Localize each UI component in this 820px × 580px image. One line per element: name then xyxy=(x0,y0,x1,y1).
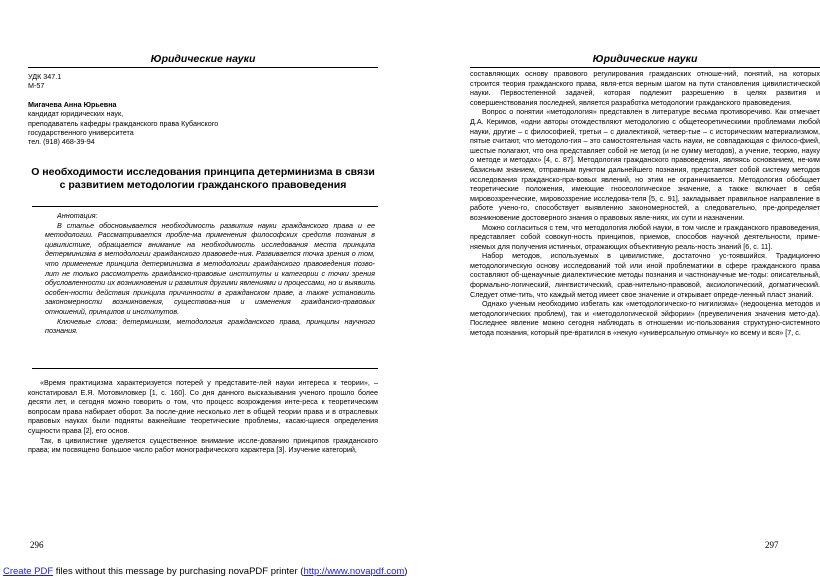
author-phone: тел. (918) 468-39-94 xyxy=(28,137,95,147)
keywords: Ключевые слова: детерминизм, методология гражданского права, принципы научного познания. xyxy=(45,316,375,336)
author-name: Мигачева Анна Юрьевна xyxy=(28,99,117,109)
author-university: государственного университета xyxy=(28,128,134,138)
page-number-left: 296 xyxy=(30,540,44,550)
footer-text-end: ) xyxy=(404,566,408,577)
pdf-footer xyxy=(3,566,407,577)
left-body xyxy=(28,378,378,455)
annotation-text: В статье обосновывается необходимость развития науки гражданского права и ее методологии. Рассматривается пробле-ма применения философских средств познания в цивилистике, обращается внимание на необходимость исследования места принципа детерминизма в методологии гражданского правоведе-ния. Развивается точка зрения о том, что применение принципа детерминизма в методологии гражданского правоведения позво-лит не только рассмотреть гражданско-правовые институты и категории с точки зрения обусловленности их возникновения и развития другими явлениями и процессами, но и выявить особен-ности действия принципа причинности в гражданском праве, а также установить закономерности возникновения, существова-ния и изменения гражданско-правовых отношений, принципов и институтов. xyxy=(45,220,375,316)
article-meta xyxy=(28,72,378,147)
footer-text: files without this message by purchasing novaPDF printer ( xyxy=(53,566,304,577)
page-number-right: 297 xyxy=(765,540,779,550)
udk: УДК 347.1 xyxy=(28,72,62,81)
create-pdf-link[interactable]: Create PDF xyxy=(3,566,54,577)
paragraph: Вопрос о понятии «методология» представлен в литературе весьма противоречиво. Как отмечает Д.А. Керимов, «одни авторы отождествляют методологию с общетеоретическими проблемами любой науки, другие – с философией, третьи – с диалектикой, четвер-тые – с историческим материализмом, пятые считают, что методоло-гия – это самостоятельная часть науки, не совпадающая с филосо-фией, шестые полагают, что она представляет собой не метод (и не сумму методов), а учение, теорию, науку о методе и методах» [4, с. 87]. Методология гражданского правоведения, являясь основанием, не-ким базисным знанием, отправным пунктом дальнейшего познания, представляет собой систему методов исследования гражданско-пра-вовых явлений, но этим не ограничивается. Методология обобщает теоретические положения, имеющие гносеологическое значение, а также включает в себя мировоззренческие, мировоззрение исследова-теля [5, с. 91], закладывает правильное направление в работе учено-го, способствует выявлению закономерностей, а следовательно, пре-допределяет возникновение достоверного знания о правовых явле-ниях, их сути и назначении. xyxy=(470,107,820,222)
paragraph: Так, в цивилистике уделяется существенное внимание иссле-дованию принципов гражданского права; им посвящено большое число работ монографического характера [3]. Изучение категорий, xyxy=(28,435,378,455)
paragraph: Набор методов, используемых в цивилистике, достаточно ус-тоявшийся. Традиционно методологическую основу исследований той или иной проблематики в сфере гражданского права составляют об-щенаучные диалектические методы познания и частнонаучные ме-тоды: описательный, формально-логический, лингвистический, срав-нительно-правовой, аксиологический, догматический. Следует отме-тить, что каждый метод имеет свое значение и открывает опреде-ленный пласт знаний. xyxy=(470,251,820,299)
article-title: О необходимости исследования принципа детерминизма в связи с развитием методологии гражданского правоведения xyxy=(31,166,375,191)
annotation-block xyxy=(45,211,375,336)
classification-code: М-57 xyxy=(28,81,45,91)
annotation-bottom-divider xyxy=(32,368,378,369)
right-body xyxy=(470,69,820,338)
paragraph: составляющих основу правового регулирования гражданских отноше-ний, понятий, на которых строится теория гражданского права, явля-ется верным шагом на пути становления цивилистической науки. Первостепенной задачей, которая подлежит разрешению в целях развития и совершенствования последней, является разработка методологии гражданского правоведения. xyxy=(470,69,820,107)
annotation-top-divider xyxy=(32,206,378,207)
running-header-left: Юридические науки xyxy=(28,53,378,68)
annotation-label: Аннотация: xyxy=(57,211,98,220)
novapdf-link[interactable]: http://www.novapdf.com xyxy=(303,566,405,577)
paragraph: Можно согласиться с тем, что методология любой науки, в том числе и гражданского правоведения, представляет собой совокуп-ность принципов, приемов, способов научной деятельности, приме-няемых для получения истинных, отражающих объективную реаль-ность знаний [6, с. 11]. xyxy=(470,222,820,251)
author-position: преподаватель кафедры гражданского права Кубанского xyxy=(28,118,219,128)
paragraph: «Время практицизма характеризуется потерей у представите-лей науки интереса к теории», – констатировал Е.Я. Мотовиловкер [1, с. 160]. Со дня данного высказывания ученого прошло более десяти лет, и сегодня можно говорить о том, что процесс возрождения инте-реса к теоретическим вопросам права набирает оборот. За после-дние несколько лет в общей теории права и в отраслевых правовых науках были подняты важнейшие теоретические проблемы, касаю-щиеся определения сущности права [2], его основ. xyxy=(28,378,378,435)
right-page xyxy=(410,0,820,565)
running-header-right: Юридические науки xyxy=(470,53,820,68)
left-page xyxy=(0,0,410,565)
paragraph: Однако ученым необходимо избегать как «методологическо-го нигилизма» (недооценка методов и методологических проблем), так и «методологической эйфории» (преувеличения значения мето-да). Последнее явление можно сегодня наблюдать в отношении ис-пользования структурно-системного метода познания, который пре-вратился в «некую «универсальную отмычку» ко всему и вся» [7, с. xyxy=(470,299,820,338)
author-degree: кандидат юридических наук, xyxy=(28,109,124,119)
